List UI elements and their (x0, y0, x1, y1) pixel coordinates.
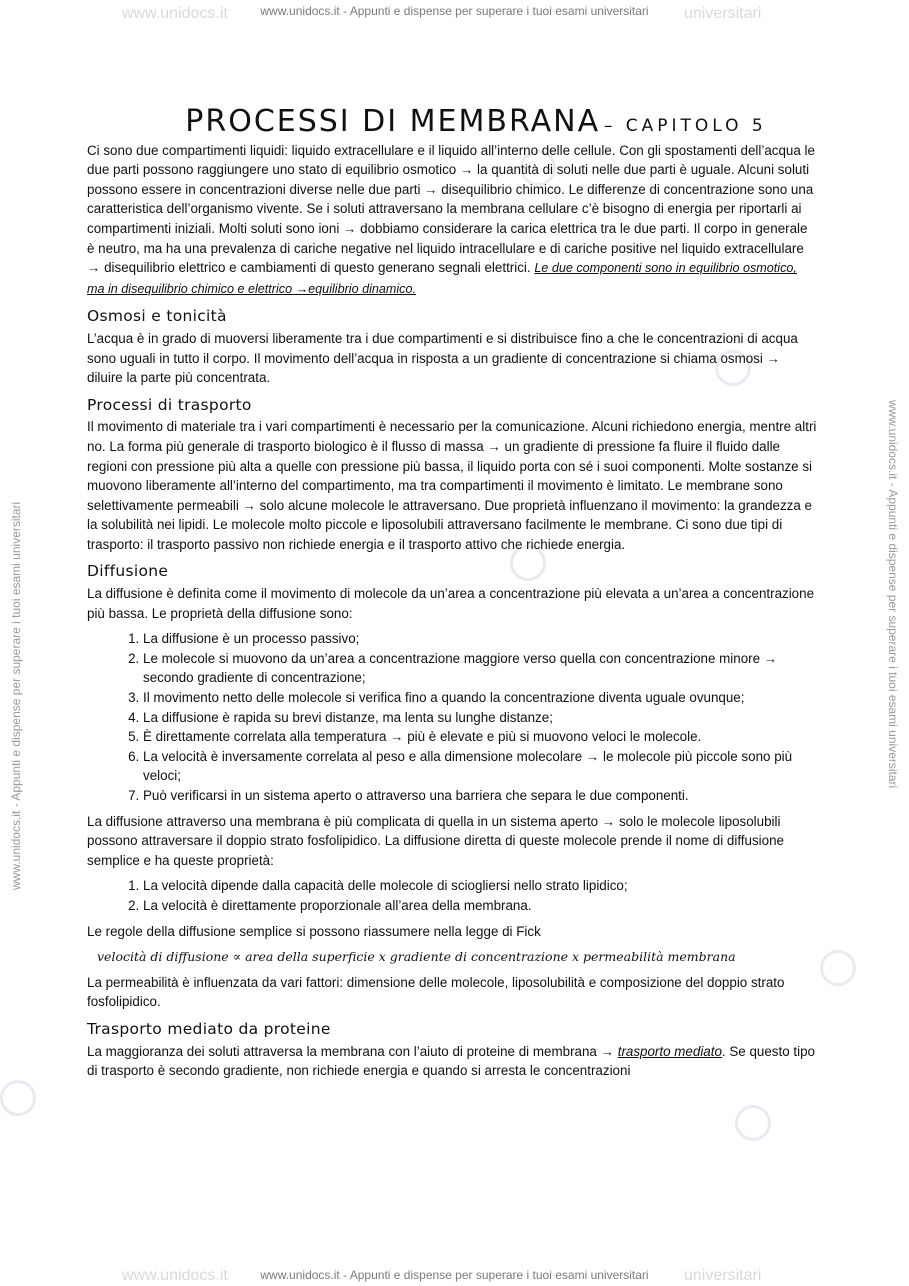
title-chapter: – CAPITOLO 5 (603, 116, 767, 136)
list-item: 5. È direttamente correlata alla temperatura → più è elevate e più si muovono veloci le molecole. (143, 727, 817, 747)
intro-text: Ci sono due compartimenti liquidi: liquido extracellulare e il liquido all’interno delle cellule. Con gli spostamenti dell’acqua le due parti possono raggiungere uno stato di equilibrio osmotico → la quantità di soluti nelle due parti è uguale. Alcuni soluti possono essere in concentrazioni diverse nelle due parti → disequilibrio chimico. Le differenze di concentrazione sono una caratteristica dell’organismo vivente. Se i soluti attraversano la membrana cellulare c’è bisogno di energia per riportarli ai compartimenti iniziali. Molti soluti sono ioni → dobbiamo considerare la carica elettrica tra le due parti. Il corpo in generale è neutro, ma ha una prevalenza di cariche negative nel liquido intracellulare e di cariche positive nel liquido extracellulare → disequilibrio elettrico e cambiamenti di questo generano segnali elettrici. (87, 142, 815, 276)
list-item: 1. La velocità dipende dalla capacità delle molecole di sciogliersi nello strato lipidico; (143, 876, 817, 896)
side-banner-right: www.unidocs.it - Appunti e dispense per superare i tuoi esami universitari (886, 400, 900, 789)
permeabilita-paragraph: La permeabilità è influenzata da vari fattori: dimensione delle molecole, liposolubilità e composizione del doppio strato fosfolipidico. (87, 974, 785, 1010)
diffusione-paragraph: La diffusione è definita come il movimento di molecole da un’area a concentrazione più elevata a un’area a concentrazione più bassa. Le proprietà della diffusione sono: (87, 586, 815, 621)
intro-paragraph (87, 141, 817, 300)
document-body (87, 104, 817, 1087)
trasporto-paragraph: Il movimento di materiale tra i vari compartimenti è necessario per la comunicazione. Alcuni richiedono energia, mentre altri no. La forma più generale di trasporto biologico è il flusso di massa → un gradiente di pressione fa fluire il fluido dalle regioni con pressione più alta a quelle con pressione più bassa, il liquido porta con sé i suoi componenti. Molte sostanze si muovono liberamente all’interno del compartimento, ma tra compartimenti il movimento è limitato. Le membrane sono selettivamente permeabili → solo alcune molecole le attraversano. Due proprietà influenzano il movimento: la grandezza e la solubilità nei lipidi. Le molecole molto piccole e liposolubili attraversano facilmente le membrane. Ci sono due tipi di trasporto: il trasporto passivo non richiede energia e il trasporto attivo che richiede energia. (87, 419, 817, 552)
watermark-text: www.unidocs.it (122, 1267, 228, 1284)
heading-osmosi: Osmosi e tonicità (87, 307, 227, 326)
watermark-logo-icon (735, 1105, 771, 1141)
watermark-text: universitari (684, 5, 762, 22)
diffusione-membrana-paragraph: La diffusione attraverso una membrana è più complicata di quella in un sistema aperto → solo le molecole liposolubili possono attraversare il doppio strato fosfolipidico. La diffusione diretta di queste molecole prende il nome di diffusione semplice e ha queste proprietà: (87, 813, 784, 868)
fick-formula: velocità di diffusione ∝ area della superficie x gradiente di concentrazione x permeabilità membrana (97, 949, 736, 965)
heading-trasporto: Processi di trasporto (87, 395, 252, 414)
watermark-logo-icon (0, 1080, 36, 1116)
osmosi-paragraph: L’acqua è in grado di muoversi liberamente tra i due compartimenti e si distribuisce fino a che le concentrazioni di acqua sono uguali in tutto il corpo. Il movimento dell’acqua in risposta a un gradiente di concentrazione si chiama osmosi → diluire la parte più concentrata. (87, 330, 798, 386)
footer-banner[interactable]: www.unidocs.it - Appunti e dispense per superare i tuoi esami universitari (260, 1268, 649, 1282)
list-item: 7. Può verificarsi in un sistema aperto o attraverso una barriera che separa le due componenti. (143, 786, 817, 806)
diffusione-list (87, 629, 817, 805)
header-banner[interactable]: www.unidocs.it - Appunti e dispense per superare i tuoi esami universitari (260, 4, 649, 18)
proteine-paragraph (87, 1042, 817, 1081)
list-item: 2. La velocità è direttamente proporzionale all’area della membrana. (143, 896, 817, 916)
heading-diffusione: Diffusione (87, 562, 169, 581)
diffusione-semplice-list (87, 876, 817, 915)
proteine-text-b: . Se questo tipo di trasporto è secondo gradiente, non richiede energia e quando si arresta le concentrazioni (87, 1043, 815, 1079)
watermark-text: universitari (684, 1267, 762, 1284)
list-item: 6. La velocità è inversamente correlata al peso e alla dimensione molecolare → le molecole più piccole sono più veloci; (143, 747, 817, 786)
fick-intro: Le regole della diffusione semplice si possono riassumere nella legge di Fick (87, 923, 541, 939)
list-item: 3. Il movimento netto delle molecole si verifica fino a quando la concentrazione diventa uguale ovunque; (143, 688, 817, 708)
side-banner-left: www.unidocs.it - Appunti e dispense per superare i tuoi esami universitari (9, 501, 23, 890)
proteine-text-a: La maggioranza dei soluti attraversa la membrana con l’aiuto di proteine di membrana → (87, 1043, 614, 1059)
list-item: 1. La diffusione è un processo passivo; (143, 629, 817, 649)
watermark-text: www.unidocs.it (122, 5, 228, 22)
page-title (135, 104, 817, 139)
watermark-logo-icon (820, 950, 856, 986)
heading-proteine: Trasporto mediato da proteine (87, 1019, 331, 1038)
intro-underlined: Le due componenti sono in equilibrio osmotico, ma in disequilibrio chimico e elettrico →equilibrio dinamico. (87, 261, 797, 296)
proteine-underlined: trasporto mediato (617, 1043, 722, 1059)
list-item: 4. La diffusione è rapida su brevi distanze, ma lenta su lunghe distanze; (143, 708, 817, 728)
list-item: 2. Le molecole si muovono da un’area a concentrazione maggiore verso quella con concentrazione minore → secondo gradiente di concentrazione; (143, 649, 817, 688)
title-main: PROCESSI DI MEMBRANA (185, 104, 601, 139)
